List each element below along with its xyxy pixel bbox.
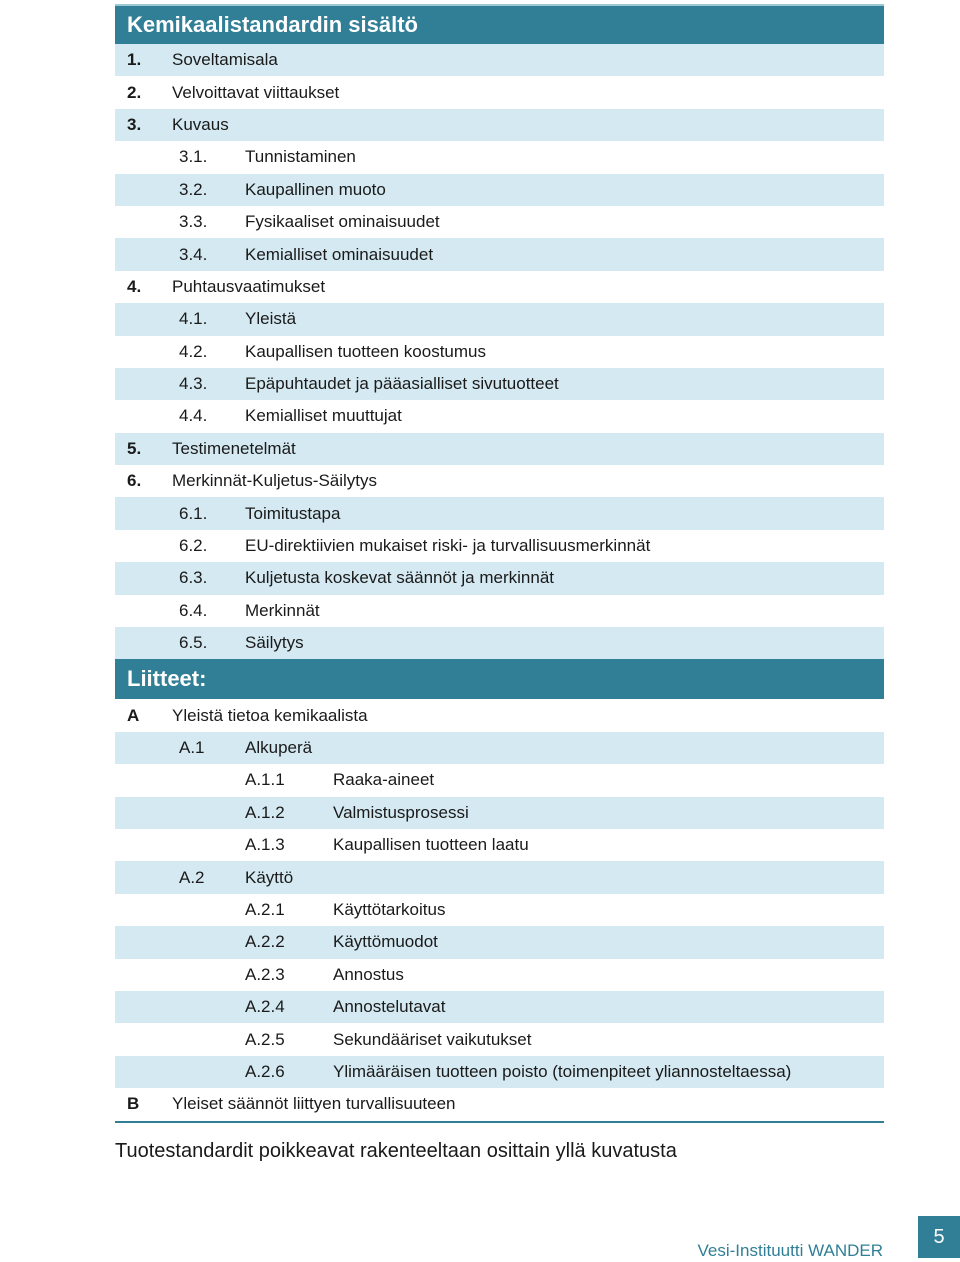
toc-row-label: Kemialliset ominaisuudet [245,244,434,264]
toc-row-number: A.2 [179,867,205,887]
toc-row-label: Kaupallinen muoto [245,179,386,199]
toc-row-label: Kuljetusta koskevat säännöt ja merkinnät [245,568,555,588]
toc-row [115,797,884,829]
toc-row [115,991,884,1023]
toc-row-label: Soveltamisala [172,50,278,70]
toc-row-label: Kaupallisen tuotteen koostumus [245,341,486,361]
toc-row-number: 6. [127,471,142,491]
toc-row [115,76,884,108]
toc-row [115,1088,884,1122]
toc-row [115,433,884,465]
footer-brand: Vesi-Instituutti WANDER [697,1241,883,1260]
toc-row [115,400,884,432]
toc-row-label: Toimitustapa [245,503,341,523]
toc-row-number: 2. [127,82,142,102]
toc-row-number: 6.3. [179,568,208,588]
toc-row-label: Annostelutavat [333,997,446,1017]
toc-row-number: 6.4. [179,600,208,620]
toc-row-number: 3.3. [179,212,208,232]
toc-row-label: Merkinnät [245,600,320,620]
toc-row-label: Velvoittavat viittaukset [172,82,340,102]
toc-row-number: A.1.3 [245,835,285,855]
toc-row-label: Fysikaaliset ominaisuudet [245,212,440,232]
toc-row-number: 6.5. [179,633,208,653]
toc-row-label: Kaupallisen tuotteen laatu [333,835,529,855]
toc-row-label: Merkinnät-Kuljetus-Säilytys [172,471,378,491]
toc-row-number: A.2.6 [245,1061,285,1081]
toc-row [115,271,884,303]
toc-row-label: Annostus [333,964,404,984]
footnote: Tuotestandardit poikkeavat rakenteeltaan osittain yllä kuvatusta [115,1140,677,1162]
toc-row-label: Säilytys [245,633,304,653]
toc-row-label: Kuvaus [172,114,229,134]
toc-row-label: Alkuperä [245,738,313,757]
toc-row-label: Käyttömuodot [333,932,438,952]
toc-row-number: 3.1. [179,147,208,167]
toc-row [115,497,884,529]
toc-row-label: Epäpuhtaudet ja pääasialliset sivutuotteet [245,374,559,394]
toc-row-label: Tunnistaminen [245,147,356,167]
toc-row-number: 4.1. [179,309,208,329]
toc-row [115,894,884,926]
toc-row [115,595,884,627]
appendices-list [115,699,884,1122]
toc-title: Kemikaalistandardin sisältö [115,4,884,44]
toc-row-label: Puhtausvaatimukset [172,276,326,296]
toc-row-number: A.2.1 [245,899,285,919]
toc-row-number: A [127,705,140,725]
toc-row-number: A.2.2 [245,932,285,952]
toc-row-label: Ylimääräisen tuotteen poisto (toimenpiteet yliannosteltaessa) [333,1061,792,1081]
toc-row-number: A.1 [179,738,205,757]
toc-row-number: 1. [127,50,142,70]
toc-row [115,368,884,400]
toc-row [115,732,884,764]
toc-row [115,959,884,991]
appendix-title: Liitteet: [115,659,884,699]
toc-row-number: 6.1. [179,503,208,523]
toc-row-number: 3.2. [179,179,208,199]
toc-row [115,627,884,659]
toc-row-number: 4.4. [179,406,208,426]
toc-row-label: Raaka-aineet [333,770,435,790]
toc-row [115,44,884,76]
toc-row-number: B [127,1094,140,1114]
toc-row-label: Testimenetelmät [172,438,296,458]
toc-row [115,109,884,141]
toc-row [115,238,884,270]
toc-row [115,174,884,206]
toc-row-number: 5. [127,438,142,458]
toc-row-label: Käyttö [245,867,294,887]
toc-row-label: EU-direktiivien mukaiset riski- ja turvallisuusmerkinnät [245,536,651,556]
toc-row [115,206,884,238]
sections-list [115,44,884,659]
toc-row [115,829,884,861]
toc-row-label: Kemialliset muuttujat [245,406,402,426]
table-of-contents [115,4,884,1123]
toc-row-label: Käyttötarkoitus [333,899,446,919]
toc-row [115,1056,884,1088]
toc-row-label: Yleiset säännöt liittyen turvallisuuteen [172,1094,456,1114]
toc-row-label: Valmistusprosessi [333,802,469,822]
toc-row [115,465,884,497]
toc-row [115,764,884,796]
toc-row [115,530,884,562]
toc-row [115,303,884,335]
toc-row [115,336,884,368]
toc-row-number: 4.3. [179,374,208,394]
toc-row-number: A.2.3 [245,964,285,984]
toc-row-number: A.1.2 [245,802,285,822]
toc-row-number: A.2.5 [245,1029,285,1049]
toc-row-number: 3. [127,114,142,134]
toc-row-label: Sekundääriset vaikutukset [333,1029,532,1049]
toc-row-number: 6.2. [179,536,208,556]
toc-row [115,861,884,893]
page-number: 5 [918,1216,960,1258]
toc-row [115,562,884,594]
toc-row-number: A.2.4 [245,997,285,1017]
toc-row [115,926,884,958]
toc-row-number: 4. [127,276,142,296]
toc-row-number: A.1.1 [245,770,285,790]
toc-row-number: 4.2. [179,341,208,361]
toc-row-label: Yleistä tietoa kemikaalista [172,705,368,725]
toc-row [115,699,884,731]
toc-row [115,141,884,173]
toc-row [115,1023,884,1055]
toc-row-label: Yleistä [245,309,297,329]
toc-row-number: 3.4. [179,244,208,264]
